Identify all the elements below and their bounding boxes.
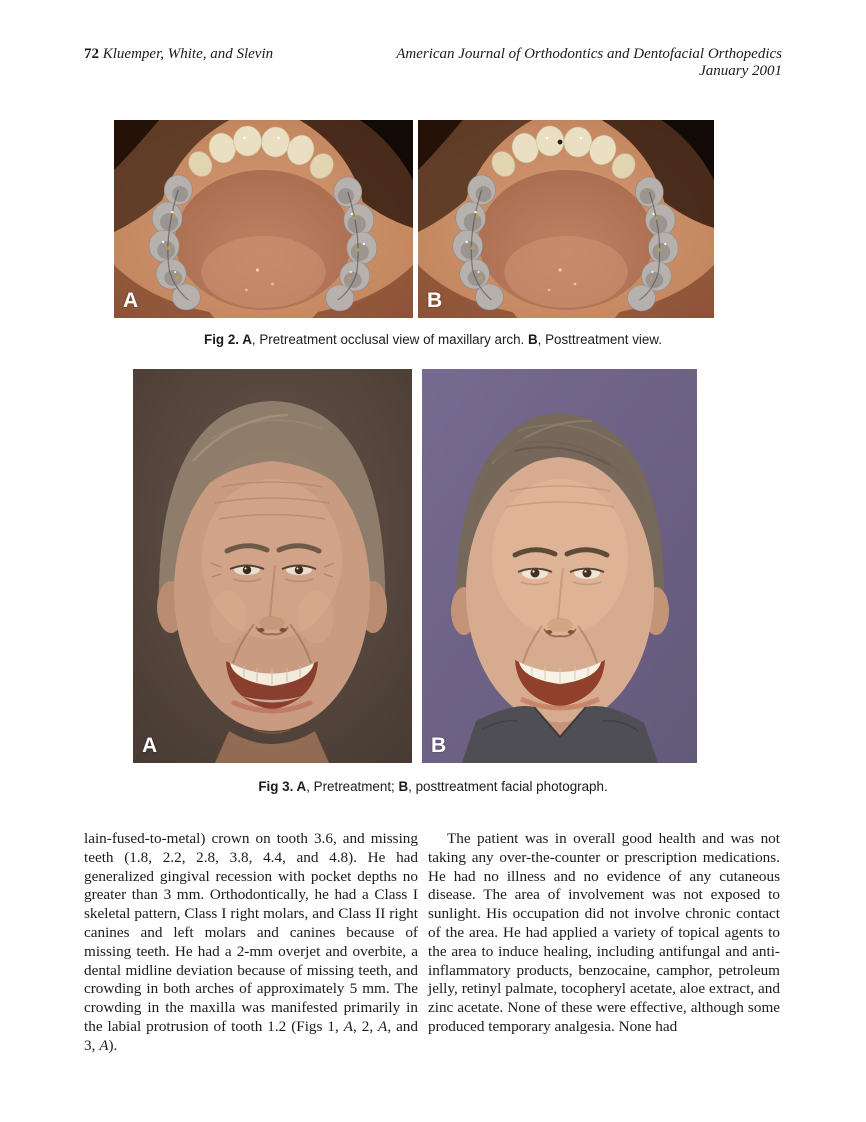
journal-masthead: [396, 46, 782, 80]
face-posttreatment-svg: [422, 369, 697, 763]
fig2-caption: Fig 2. A, Pretreatment occlusal view of maxillary arch. B, Posttreatment view.: [204, 332, 662, 347]
photo-label-a: A: [142, 734, 158, 757]
page-number-and-authors: 72 Kluemper, White, and Slevin: [84, 46, 274, 62]
journal-title: American Journal of Orthodontics and Dentofacial Orthopedics: [396, 46, 782, 62]
right-column: [428, 830, 780, 1037]
right-column-paragraph: The patient was in overall good health and was not taking any over-the-counter or prescription medications. He had no illness and no evidence of any cutaneous disease. The area of involvement was not exposed to sunlight. His occupation did not involve chronic contact of the area. He had applied a variety of topical agents to the area to induce healing, including antifungal and anti-inflammatory products, benzocaine, camphor, petroleum jelly, retinyl palmate, tocopheryl acetate, aloe extract, and zinc acetate. None of these were effective, although some produced temporary analgesia. None had: [428, 830, 780, 1035]
photo-label-a: A: [123, 289, 139, 312]
fig3-caption: Fig 3. A, Pretreatment; B, posttreatment facial photograph.: [258, 779, 608, 794]
photo-label-b: B: [427, 289, 443, 312]
left-column-paragraph: lain-fused-to-metal) crown on tooth 3.6, and missing teeth (1.8, 2.2, 2.8, 3.8, 4.4, and 4.8). He had generalized gingival recession with pocket depths no greater than 3 mm. Orthodontically, he had a Class I skeletal pattern, Class I right molars, and Class II right canines and left molars and canines because of missing teeth. He had a 2-mm overjet and overbite, a dental midline deviation because of missing teeth, and crowding in both arches of approximately 5 mm. The crowding in the maxilla was manifested primarily in the labial protrusion of tooth 1.2 (Figs 1, A, 2, A, and 3, A).: [84, 830, 418, 1054]
fig3-photo-posttreatment: [422, 369, 697, 763]
fig2-photo-pretreatment: [114, 120, 413, 318]
journal-issue-date: January 2001: [699, 63, 782, 79]
fig2-photo-posttreatment: [418, 120, 714, 318]
occlusal-pretreatment-svg: [114, 120, 413, 318]
photo-label-b: B: [431, 734, 447, 757]
occlusal-posttreatment-svg: [418, 120, 714, 318]
fig3-photo-pretreatment: [133, 369, 412, 763]
left-column: [84, 830, 418, 1056]
face-pretreatment-svg: [133, 369, 412, 763]
